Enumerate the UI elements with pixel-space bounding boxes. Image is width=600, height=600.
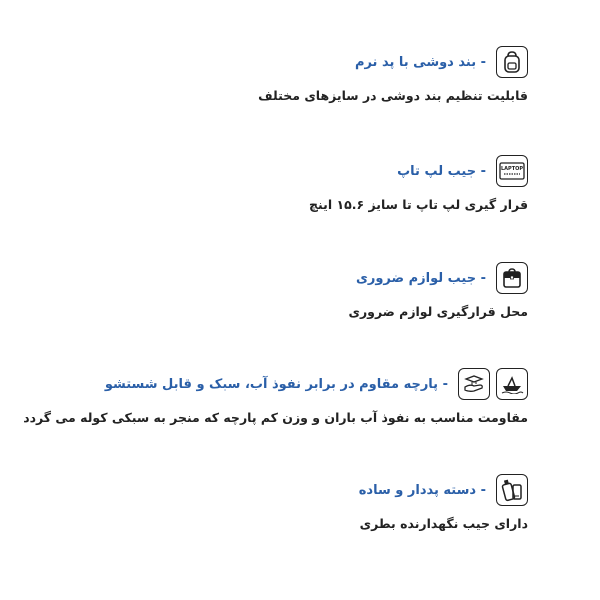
feature-description: دارای جیب نگهدارنده بطری <box>359 516 528 531</box>
feature-title: - جیب لوازم ضروری <box>355 270 486 286</box>
feature-title: - دسته پددار و ساده <box>358 482 486 498</box>
backpack-icon <box>496 46 528 78</box>
waterproof-hand-icon <box>458 368 490 400</box>
pocket-icon <box>496 262 528 294</box>
laptop-tag-text: LAPTOP <box>500 166 524 172</box>
feature-description: محل قرارگیری لوازم ضروری <box>348 304 528 319</box>
feature-padded-handle <box>8 472 528 531</box>
feature-waterproof-fabric <box>8 366 528 425</box>
boat-icon <box>496 368 528 400</box>
laptop-tag-icon <box>496 155 528 187</box>
feature-description: مقاومت مناسب به نفوذ آب باران و وزن کم پارچه که منجر به سبکی کوله می گردد <box>23 410 528 425</box>
feature-title: - جیب لپ تاپ <box>397 163 486 179</box>
feature-shoulder-strap <box>8 44 528 103</box>
feature-title: - بند دوشی با پد نرم <box>354 54 486 70</box>
feature-description: قرار گیری لپ تاپ تا سایز ۱۵.۶ اینچ <box>309 197 528 212</box>
feature-laptop-pocket <box>8 153 528 212</box>
bottle-phone-icon <box>496 474 528 506</box>
feature-essentials-pocket <box>8 260 528 319</box>
feature-title: - پارچه مقاوم در برابر نفوذ آب، سبک و قابل شستشو <box>104 376 448 392</box>
feature-description: قابلیت تنظیم بند دوشی در سایزهای مختلف <box>258 88 528 103</box>
